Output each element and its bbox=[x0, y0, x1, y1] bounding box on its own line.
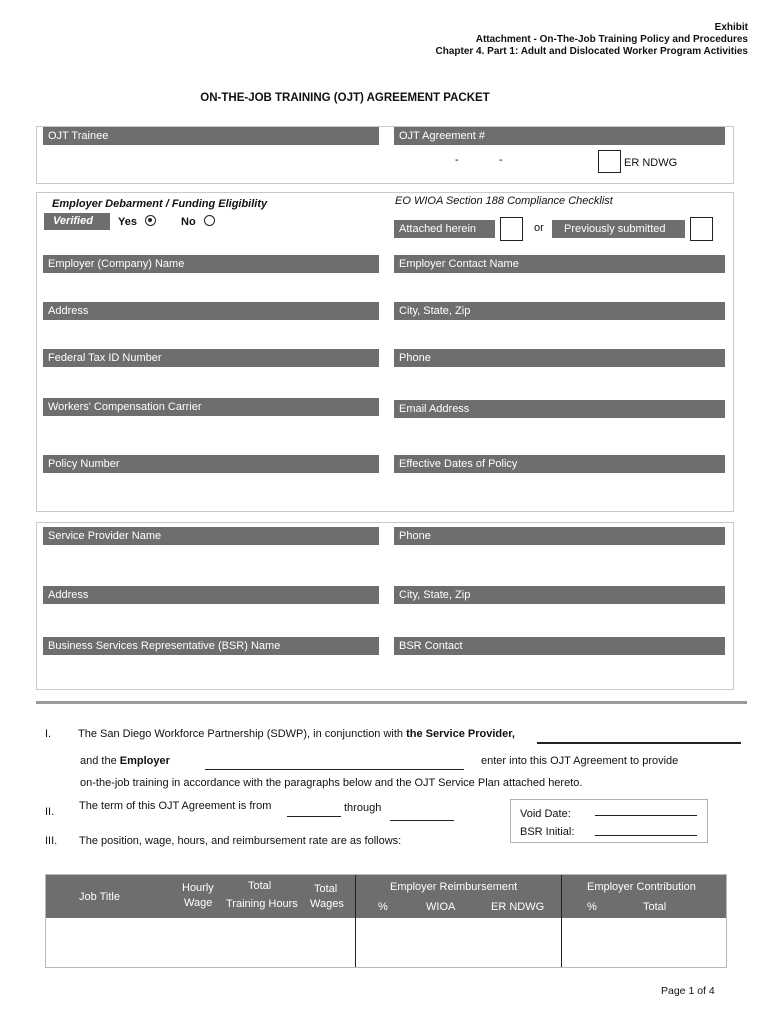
reimbursement-pct-header: % bbox=[378, 901, 388, 913]
attached-herein-checkbox[interactable] bbox=[500, 217, 523, 241]
email-address-label: Email Address bbox=[394, 400, 725, 418]
contribution-pct-header: % bbox=[587, 901, 597, 913]
page-number: Page 1 of 4 bbox=[661, 985, 715, 997]
verified-label: Verified bbox=[44, 213, 110, 230]
header-chapter: Chapter 4. Part 1: Adult and Dislocated Worker Program Activities bbox=[435, 46, 748, 57]
or-label: or bbox=[534, 222, 544, 234]
clause-iii-number: III. bbox=[45, 835, 58, 847]
service-provider-line[interactable] bbox=[537, 742, 741, 744]
void-date-line[interactable] bbox=[595, 815, 697, 816]
eo-compliance-heading: EO WIOA Section 188 Compliance Checklist bbox=[395, 195, 613, 207]
service-provider-name-label: Service Provider Name bbox=[43, 527, 379, 545]
employer-contribution-header: Employer Contribution bbox=[587, 881, 696, 893]
provider-phone-label: Phone bbox=[394, 527, 725, 545]
total-wages-header-1: Total bbox=[314, 883, 338, 895]
previously-submitted-checkbox[interactable] bbox=[690, 217, 713, 241]
clause-i-number: I. bbox=[45, 728, 52, 740]
job-table bbox=[45, 874, 727, 968]
employer-phone-label: Phone bbox=[394, 349, 725, 367]
provider-address-label: Address bbox=[43, 586, 379, 604]
through-label: through bbox=[344, 802, 382, 814]
er-ndwg-checkbox[interactable] bbox=[598, 150, 621, 173]
debarment-heading: Employer Debarment / Funding Eligibility bbox=[52, 198, 268, 210]
term-through-line[interactable] bbox=[390, 820, 454, 821]
employer-bold-label: Employer bbox=[119, 755, 170, 767]
agreement-dash-2: - bbox=[499, 154, 503, 166]
no-option[interactable] bbox=[181, 215, 215, 228]
provider-section bbox=[36, 522, 734, 690]
wage-header: Wage bbox=[184, 897, 213, 909]
no-radio-icon[interactable] bbox=[204, 215, 215, 226]
clause-i-intro: The San Diego Workforce Partnership (SDWP), in conjunction with bbox=[78, 728, 404, 740]
bsr-initial-label: BSR Initial: bbox=[520, 826, 575, 838]
employer-name-line[interactable] bbox=[205, 769, 464, 770]
clause-iii-text: The position, wage, hours, and reimbursement rate are as follows: bbox=[79, 835, 402, 847]
provider-city-state-zip-label: City, State, Zip bbox=[394, 586, 725, 604]
yes-label: Yes bbox=[118, 216, 137, 228]
job-title-header: Job Title bbox=[79, 891, 120, 903]
employer-address-label: Address bbox=[43, 302, 379, 320]
and-the-label: and the bbox=[80, 755, 117, 767]
employer-contact-name-label: Employer Contact Name bbox=[394, 255, 725, 273]
previously-submitted-label: Previously submitted bbox=[552, 220, 685, 238]
bsr-contact-label: BSR Contact bbox=[394, 637, 725, 655]
yes-radio-icon[interactable] bbox=[145, 215, 156, 226]
void-date-label: Void Date: bbox=[520, 808, 571, 820]
total-training-header-2: Training Hours bbox=[226, 898, 298, 910]
contribution-total-header: Total bbox=[643, 901, 667, 913]
agreement-dash-1: - bbox=[455, 154, 459, 166]
effective-dates-label: Effective Dates of Policy bbox=[394, 455, 725, 473]
policy-number-label: Policy Number bbox=[43, 455, 379, 473]
clause-i-text bbox=[78, 728, 515, 740]
employer-company-name-label: Employer (Company) Name bbox=[43, 255, 379, 273]
document-header bbox=[436, 22, 749, 58]
clause-i-service-provider: the Service Provider, bbox=[406, 728, 515, 740]
job-table-divider-1 bbox=[355, 875, 356, 967]
attached-herein-label: Attached herein bbox=[394, 220, 495, 238]
section-divider bbox=[36, 701, 747, 704]
wioa-header: WIOA bbox=[426, 901, 456, 913]
employer-city-state-zip-label: City, State, Zip bbox=[394, 302, 725, 320]
yes-option[interactable] bbox=[118, 215, 156, 228]
clause-i-line-3: on-the-job training in accordance with the paragraphs below and the OJT Service Plan attached hereto. bbox=[80, 777, 583, 789]
agreement-number-label: OJT Agreement # bbox=[394, 127, 725, 145]
no-label: No bbox=[181, 216, 196, 228]
clause-i-employer-text bbox=[80, 755, 170, 767]
federal-tax-id-label: Federal Tax ID Number bbox=[43, 349, 379, 367]
er-ndwg-header: ER NDWG bbox=[491, 901, 545, 913]
trainee-label: OJT Trainee bbox=[43, 127, 379, 145]
clause-ii-text: The term of this OJT Agreement is from bbox=[79, 800, 272, 812]
clause-ii-number: II. bbox=[45, 806, 55, 818]
workers-comp-carrier-label: Workers' Compensation Carrier bbox=[43, 398, 379, 416]
term-from-line[interactable] bbox=[287, 816, 341, 817]
employer-reimbursement-header: Employer Reimbursement bbox=[390, 881, 518, 893]
hourly-header: Hourly bbox=[182, 882, 214, 894]
page-title: ON-THE-JOB TRAINING (OJT) AGREEMENT PACKET bbox=[200, 92, 490, 104]
total-training-header-1: Total bbox=[248, 880, 272, 892]
enter-into-text: enter into this OJT Agreement to provide bbox=[481, 755, 679, 767]
total-wages-header-2: Wages bbox=[310, 898, 344, 910]
job-table-divider-2 bbox=[561, 875, 562, 967]
er-ndwg-label: ER NDWG bbox=[624, 157, 678, 169]
header-attachment: Attachment - On-The-Job Training Policy and Procedures bbox=[475, 34, 748, 45]
bsr-name-label: Business Services Representative (BSR) Name bbox=[43, 637, 379, 655]
bsr-initial-line[interactable] bbox=[595, 835, 697, 836]
header-exhibit: Exhibit bbox=[714, 22, 748, 33]
